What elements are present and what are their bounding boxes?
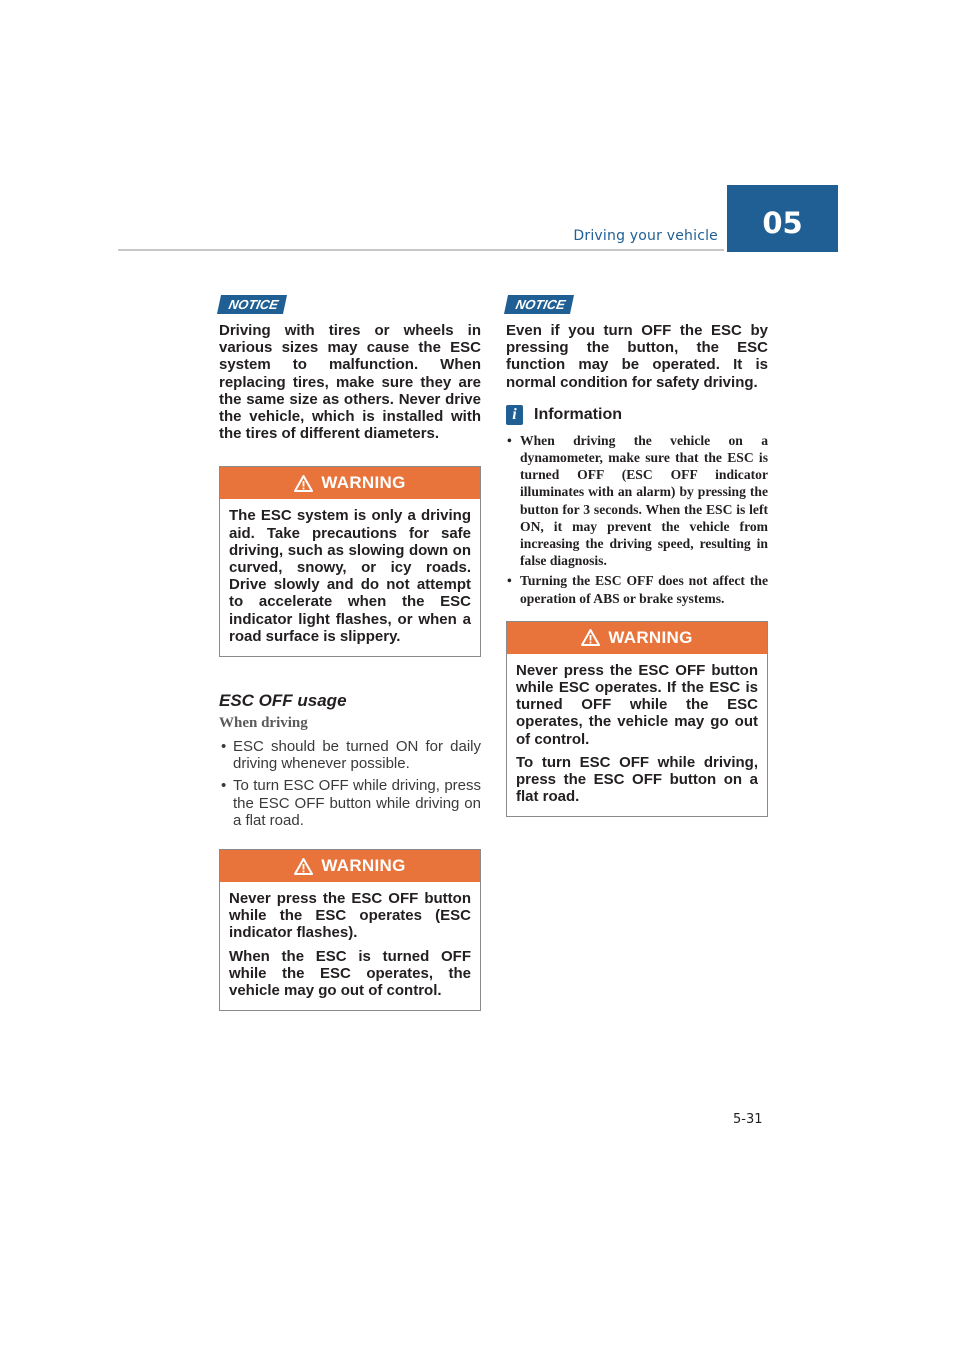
chapter-tab <box>727 185 838 252</box>
warning-text: Never press the ESC OFF button while ESC operates. If the ESC is turned OFF while the ESC operates, the vehicle may go out of control. <box>516 661 758 748</box>
info-icon: i <box>506 405 523 425</box>
warning-text: To turn ESC OFF while driving, press the ESC OFF button on a flat road. <box>516 753 758 806</box>
warning-body <box>220 499 480 656</box>
section-heading: ESC OFF usage <box>219 691 347 711</box>
warning-body <box>220 882 480 1010</box>
notice-badge: NOTICE <box>504 295 574 314</box>
warning-box <box>506 621 768 818</box>
list-item: • ESC should be turned ON for daily driving whenever possible. <box>219 738 481 772</box>
information-heading <box>506 405 768 425</box>
right-column <box>506 295 768 817</box>
warning-triangle-icon <box>581 629 600 646</box>
sub-heading: When driving <box>219 715 308 732</box>
list-item: • To turn ESC OFF while driving, press the ESC OFF button while driving on a flat road. <box>219 777 481 829</box>
list-item: • Turning the ESC OFF does not affect the operation of ABS or brake systems. <box>506 572 768 606</box>
notice-text: Even if you turn OFF the ESC by pressing the button, the ESC function may be operated. It is normal condition for safety driving. <box>506 322 768 391</box>
left-column <box>219 295 481 1011</box>
warning-box <box>219 466 481 657</box>
warning-text: When the ESC is turned OFF while the ESC operates, the vehicle may go out of control. <box>229 947 471 1000</box>
warning-header <box>507 622 767 654</box>
notice-text: Driving with tires or wheels in various sizes may cause the ESC system to malfunction. When replacing tires, make sure they are the same size as others. Never drive the vehicle, which is installed with the tires of different diameters. <box>219 322 481 443</box>
page-number: 5-31 <box>733 1112 763 1127</box>
warning-header <box>220 850 480 882</box>
list-item: • When driving the vehicle on a dynamometer, make sure that the ESC is turned OFF (ESC OFF indicator illuminates with an alarm) by pressing the button for 3 seconds. When the ESC is left ON, it may prevent the vehicle from increasing the driving speed, resulting in false diagnosis. <box>506 432 768 570</box>
running-header-title: Driving your vehicle <box>573 228 718 244</box>
notice-block <box>219 295 481 442</box>
warning-body <box>507 654 767 817</box>
warning-header <box>220 467 480 499</box>
warning-box <box>219 849 481 1011</box>
warning-text: The ESC system is only a driving aid. Take precautions for safe driving, such as slowing down on curved, snowy, or icy roads. Drive slowly and do not attempt to accelerate when the ESC indicator light flashes, or when a road surface is slippery. <box>229 507 471 645</box>
bullet-list <box>219 738 481 829</box>
header-divider <box>118 249 724 251</box>
notice-badge: NOTICE <box>217 295 287 314</box>
warning-triangle-icon <box>294 475 313 492</box>
warning-text: Never press the ESC OFF button while the ESC operates (ESC indicator flashes). <box>229 890 471 942</box>
notice-block <box>506 295 768 391</box>
information-list <box>506 432 768 607</box>
warning-label: WARNING <box>608 627 693 647</box>
information-title: Information <box>534 405 622 423</box>
warning-triangle-icon <box>294 858 313 875</box>
warning-label: WARNING <box>321 473 406 493</box>
chapter-number: 05 <box>762 205 803 240</box>
esc-off-usage-section <box>219 691 481 829</box>
warning-label: WARNING <box>321 856 406 876</box>
